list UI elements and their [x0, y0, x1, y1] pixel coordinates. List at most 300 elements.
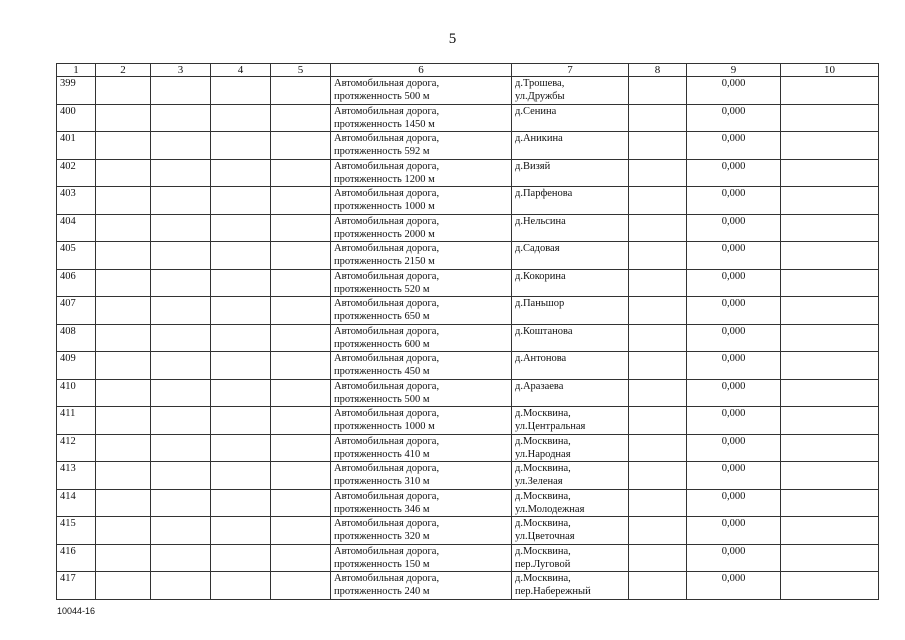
empty-cell-col3 [151, 434, 211, 462]
location-village: д.Парфенова [515, 188, 573, 199]
empty-cell-col2 [96, 159, 151, 187]
empty-cell-col3 [151, 269, 211, 297]
object-name: Автомобильная дорога, [334, 270, 440, 282]
empty-cell-col8 [629, 214, 687, 242]
empty-cell-col3 [151, 297, 211, 325]
empty-cell-col10 [781, 462, 879, 490]
table-row [57, 214, 879, 242]
location-street: ул.Цветочная [515, 531, 575, 542]
value-cell [687, 462, 781, 490]
row-number: 406 [60, 270, 76, 282]
object-name: Автомобильная дорога, [334, 78, 440, 89]
location-cell [512, 517, 629, 545]
empty-cell-col8 [629, 242, 687, 270]
object-name: Автомобильная дорога, [334, 298, 440, 309]
empty-cell-col4 [211, 297, 271, 325]
empty-cell-col3 [151, 77, 211, 105]
row-number-cell [57, 297, 96, 325]
empty-cell-col10 [781, 132, 879, 160]
row-number-cell [57, 572, 96, 600]
column-header: 8 [629, 64, 687, 77]
table-row [57, 269, 879, 297]
empty-cell-col3 [151, 187, 211, 215]
empty-cell-col4 [211, 159, 271, 187]
empty-cell-col2 [96, 242, 151, 270]
row-number-cell [57, 104, 96, 132]
empty-cell-col5 [271, 379, 331, 407]
table-row [57, 324, 879, 352]
empty-cell-col10 [781, 379, 879, 407]
empty-cell-col10 [781, 407, 879, 435]
empty-cell-col10 [781, 269, 879, 297]
table-row [57, 407, 879, 435]
object-name: Автомобильная дорога, [334, 518, 440, 529]
row-number-cell [57, 489, 96, 517]
row-number-cell [57, 352, 96, 380]
empty-cell-col4 [211, 407, 271, 435]
value-cell [687, 297, 781, 325]
row-number: 411 [60, 408, 76, 419]
object-length: протяженность 410 м [334, 448, 430, 460]
empty-cell-col10 [781, 324, 879, 352]
empty-cell-col8 [629, 297, 687, 325]
table-row [57, 489, 879, 517]
column-header: 6 [331, 64, 512, 77]
location-cell [512, 297, 629, 325]
object-length: протяженность 450 м [334, 366, 430, 377]
column-header: 5 [271, 64, 331, 77]
empty-cell-col3 [151, 379, 211, 407]
object-name-cell [331, 489, 512, 517]
row-number: 408 [60, 325, 76, 337]
value-cell [687, 77, 781, 105]
empty-cell-col4 [211, 214, 271, 242]
value: 0,000 [721, 435, 746, 447]
location-cell [512, 104, 629, 132]
row-number: 403 [60, 188, 76, 199]
empty-cell-col8 [629, 407, 687, 435]
column-header: 1 [57, 64, 96, 77]
empty-cell-col5 [271, 187, 331, 215]
row-number: 416 [60, 545, 76, 557]
location-cell [512, 269, 629, 297]
empty-cell-col3 [151, 214, 211, 242]
location-village: д.Садовая [515, 243, 560, 254]
empty-cell-col10 [781, 544, 879, 572]
empty-cell-col3 [151, 352, 211, 380]
empty-cell-col4 [211, 324, 271, 352]
empty-cell-col5 [271, 297, 331, 325]
object-name: Автомобильная дорога, [334, 408, 440, 419]
empty-cell-col3 [151, 572, 211, 600]
empty-cell-col2 [96, 379, 151, 407]
object-name-cell [331, 77, 512, 105]
location-village: д.Москвина, [515, 490, 571, 502]
location-village: д.Сенина [515, 105, 557, 117]
empty-cell-col8 [629, 77, 687, 105]
location-village: д.Москвина, [515, 573, 571, 584]
empty-cell-col8 [629, 462, 687, 490]
empty-cell-col8 [629, 489, 687, 517]
empty-cell-col10 [781, 214, 879, 242]
object-length: протяженность 500 м [334, 393, 430, 405]
location-village: д.Коштанова [515, 325, 573, 337]
location-cell [512, 572, 629, 600]
row-number: 414 [60, 490, 76, 502]
object-name-cell [331, 379, 512, 407]
value-cell [687, 544, 781, 572]
object-name: Автомобильная дорога, [334, 490, 440, 502]
object-name-cell [331, 462, 512, 490]
location-street: ул.Молодежная [515, 503, 585, 515]
empty-cell-col5 [271, 242, 331, 270]
object-name-cell [331, 297, 512, 325]
row-number: 399 [60, 78, 76, 89]
location-cell [512, 77, 629, 105]
table-row [57, 434, 879, 462]
row-number: 412 [60, 435, 76, 447]
empty-cell-col2 [96, 214, 151, 242]
location-cell [512, 324, 629, 352]
empty-cell-col5 [271, 462, 331, 490]
empty-cell-col8 [629, 352, 687, 380]
location-village: д.Москвина, [515, 435, 571, 447]
location-cell [512, 434, 629, 462]
row-number-cell [57, 187, 96, 215]
location-street: ул.Дружбы [515, 91, 565, 102]
value-cell [687, 104, 781, 132]
location-village: д.Антонова [515, 353, 567, 364]
value: 0,000 [721, 573, 746, 584]
object-name-cell [331, 407, 512, 435]
empty-cell-col4 [211, 132, 271, 160]
empty-cell-col10 [781, 352, 879, 380]
row-number-cell [57, 462, 96, 490]
location-cell [512, 132, 629, 160]
empty-cell-col10 [781, 159, 879, 187]
location-street: пер.Луговой [515, 558, 571, 570]
empty-cell-col2 [96, 269, 151, 297]
registry-table [56, 63, 879, 600]
value: 0,000 [721, 545, 746, 557]
empty-cell-col2 [96, 434, 151, 462]
empty-cell-col2 [96, 132, 151, 160]
empty-cell-col5 [271, 407, 331, 435]
object-length: протяженность 150 м [334, 558, 430, 570]
object-name-cell [331, 214, 512, 242]
column-header: 9 [687, 64, 781, 77]
object-name: Автомобильная дорога, [334, 160, 440, 172]
table-row [57, 544, 879, 572]
location-village: д.Москвина, [515, 518, 571, 529]
location-village: д.Москвина, [515, 463, 571, 474]
empty-cell-col3 [151, 407, 211, 435]
row-number: 409 [60, 353, 76, 364]
object-length: протяженность 2150 м [334, 256, 435, 267]
empty-cell-col2 [96, 297, 151, 325]
object-name-cell [331, 324, 512, 352]
value-cell [687, 324, 781, 352]
location-cell [512, 242, 629, 270]
row-number-cell [57, 544, 96, 572]
value-cell [687, 269, 781, 297]
location-cell [512, 489, 629, 517]
table-row [57, 132, 879, 160]
table-row [57, 104, 879, 132]
location-street: пер.Набережный [515, 586, 591, 597]
value: 0,000 [721, 105, 746, 117]
table-row [57, 462, 879, 490]
empty-cell-col10 [781, 517, 879, 545]
row-number-cell [57, 324, 96, 352]
object-name-cell [331, 242, 512, 270]
empty-cell-col5 [271, 517, 331, 545]
row-number-cell [57, 242, 96, 270]
value: 0,000 [721, 160, 746, 172]
object-name: Автомобильная дорога, [334, 353, 440, 364]
row-number-cell [57, 214, 96, 242]
row-number-cell [57, 517, 96, 545]
empty-cell-col3 [151, 517, 211, 545]
empty-cell-col5 [271, 572, 331, 600]
row-number: 402 [60, 160, 76, 172]
value-cell [687, 434, 781, 462]
row-number: 404 [60, 215, 76, 227]
row-number-cell [57, 379, 96, 407]
object-name-cell [331, 517, 512, 545]
location-village: д.Аникина [515, 133, 563, 144]
location-street: ул.Центральная [515, 421, 586, 432]
object-name-cell [331, 159, 512, 187]
row-number: 401 [60, 133, 76, 144]
object-length: протяженность 310 м [334, 476, 430, 487]
empty-cell-col2 [96, 517, 151, 545]
row-number: 417 [60, 573, 76, 584]
object-name-cell [331, 104, 512, 132]
empty-cell-col5 [271, 544, 331, 572]
empty-cell-col4 [211, 544, 271, 572]
empty-cell-col4 [211, 104, 271, 132]
empty-cell-col2 [96, 104, 151, 132]
empty-cell-col2 [96, 187, 151, 215]
empty-cell-col4 [211, 269, 271, 297]
empty-cell-col10 [781, 242, 879, 270]
object-name-cell [331, 352, 512, 380]
empty-cell-col8 [629, 379, 687, 407]
empty-cell-col10 [781, 77, 879, 105]
object-name-cell [331, 132, 512, 160]
value: 0,000 [721, 243, 746, 254]
object-length: протяженность 592 м [334, 146, 430, 157]
empty-cell-col5 [271, 214, 331, 242]
empty-cell-col4 [211, 517, 271, 545]
empty-cell-col3 [151, 242, 211, 270]
value: 0,000 [721, 490, 746, 502]
object-name: Автомобильная дорога, [334, 188, 440, 199]
value-cell [687, 517, 781, 545]
empty-cell-col5 [271, 132, 331, 160]
location-village: д.Нельсина [515, 215, 566, 227]
empty-cell-col3 [151, 104, 211, 132]
object-name-cell [331, 187, 512, 215]
object-name-cell [331, 572, 512, 600]
location-street: ул.Народная [515, 448, 571, 460]
object-name: Автомобильная дорога, [334, 215, 440, 227]
table-row [57, 242, 879, 270]
object-length: протяженность 1000 м [334, 201, 435, 212]
empty-cell-col8 [629, 434, 687, 462]
empty-cell-col8 [629, 269, 687, 297]
value: 0,000 [721, 133, 746, 144]
table-row [57, 297, 879, 325]
empty-cell-col8 [629, 159, 687, 187]
table-body [57, 77, 879, 600]
table-row [57, 517, 879, 545]
column-header: 3 [151, 64, 211, 77]
empty-cell-col10 [781, 489, 879, 517]
table-row [57, 379, 879, 407]
empty-cell-col8 [629, 132, 687, 160]
row-number: 405 [60, 243, 76, 254]
empty-cell-col5 [271, 489, 331, 517]
document-code: 10044-16 [57, 606, 96, 616]
object-length: протяженность 2000 м [334, 228, 435, 240]
empty-cell-col3 [151, 324, 211, 352]
location-cell [512, 462, 629, 490]
empty-cell-col2 [96, 352, 151, 380]
object-name-cell [331, 434, 512, 462]
location-cell [512, 379, 629, 407]
empty-cell-col4 [211, 379, 271, 407]
location-cell [512, 214, 629, 242]
empty-cell-col2 [96, 572, 151, 600]
location-village: д.Москвина, [515, 545, 571, 557]
empty-cell-col5 [271, 434, 331, 462]
value: 0,000 [721, 270, 746, 282]
page-number: 5 [448, 31, 457, 47]
value: 0,000 [721, 78, 746, 89]
object-length: протяженность 346 м [334, 503, 430, 515]
empty-cell-col2 [96, 77, 151, 105]
value-cell [687, 407, 781, 435]
object-length: протяженность 1200 м [334, 173, 435, 185]
column-number-header-row [57, 64, 879, 77]
value-cell [687, 159, 781, 187]
location-village: д.Визяй [515, 160, 551, 172]
empty-cell-col4 [211, 242, 271, 270]
row-number: 400 [60, 105, 76, 117]
location-village: д.Кокорина [515, 270, 566, 282]
empty-cell-col4 [211, 489, 271, 517]
row-number-cell [57, 407, 96, 435]
value-cell [687, 214, 781, 242]
empty-cell-col4 [211, 352, 271, 380]
row-number: 415 [60, 518, 76, 529]
empty-cell-col4 [211, 462, 271, 490]
object-name: Автомобильная дорога, [334, 435, 440, 447]
table-row [57, 187, 879, 215]
object-name: Автомобильная дорога, [334, 325, 440, 337]
location-village: д.Москвина, [515, 408, 571, 419]
location-village: д.Аразаева [515, 380, 564, 392]
value: 0,000 [721, 325, 746, 337]
value: 0,000 [721, 518, 746, 529]
table-row [57, 159, 879, 187]
empty-cell-col4 [211, 77, 271, 105]
object-name: Автомобильная дорога, [334, 463, 440, 474]
empty-cell-col8 [629, 572, 687, 600]
column-header: 7 [512, 64, 629, 77]
row-number-cell [57, 434, 96, 462]
empty-cell-col10 [781, 104, 879, 132]
empty-cell-col2 [96, 462, 151, 490]
empty-cell-col2 [96, 407, 151, 435]
row-number: 410 [60, 380, 76, 392]
object-name: Автомобильная дорога, [334, 573, 440, 584]
empty-cell-col4 [211, 434, 271, 462]
row-number: 413 [60, 463, 76, 474]
empty-cell-col4 [211, 187, 271, 215]
empty-cell-col3 [151, 132, 211, 160]
empty-cell-col5 [271, 269, 331, 297]
empty-cell-col10 [781, 434, 879, 462]
empty-cell-col3 [151, 544, 211, 572]
location-cell [512, 159, 629, 187]
location-street: ул.Зеленая [515, 476, 563, 487]
object-length: протяженность 240 м [334, 586, 430, 597]
location-cell [512, 187, 629, 215]
empty-cell-col4 [211, 572, 271, 600]
value-cell [687, 242, 781, 270]
table-row [57, 572, 879, 600]
value: 0,000 [721, 408, 746, 419]
location-village: д.Паньшор [515, 298, 565, 309]
empty-cell-col5 [271, 104, 331, 132]
object-name: Автомобильная дорога, [334, 545, 440, 557]
table-row [57, 352, 879, 380]
location-cell [512, 407, 629, 435]
row-number: 407 [60, 298, 76, 309]
row-number-cell [57, 132, 96, 160]
empty-cell-col8 [629, 324, 687, 352]
object-name: Автомобильная дорога, [334, 105, 440, 117]
object-length: протяженность 1450 м [334, 118, 435, 130]
value-cell [687, 379, 781, 407]
column-header: 2 [96, 64, 151, 77]
empty-cell-col5 [271, 159, 331, 187]
object-length: протяженность 500 м [334, 91, 430, 102]
object-length: протяженность 520 м [334, 283, 430, 295]
object-length: протяженность 650 м [334, 311, 430, 322]
column-header: 4 [211, 64, 271, 77]
value-cell [687, 489, 781, 517]
object-length: протяженность 320 м [334, 531, 430, 542]
location-cell [512, 352, 629, 380]
object-name: Автомобильная дорога, [334, 243, 440, 254]
object-name: Автомобильная дорога, [334, 380, 440, 392]
empty-cell-col8 [629, 104, 687, 132]
object-name: Автомобильная дорога, [334, 133, 440, 144]
empty-cell-col5 [271, 324, 331, 352]
value: 0,000 [721, 188, 746, 199]
row-number-cell [57, 159, 96, 187]
empty-cell-col3 [151, 489, 211, 517]
empty-cell-col2 [96, 489, 151, 517]
object-name-cell [331, 269, 512, 297]
empty-cell-col10 [781, 572, 879, 600]
value-cell [687, 352, 781, 380]
empty-cell-col5 [271, 352, 331, 380]
